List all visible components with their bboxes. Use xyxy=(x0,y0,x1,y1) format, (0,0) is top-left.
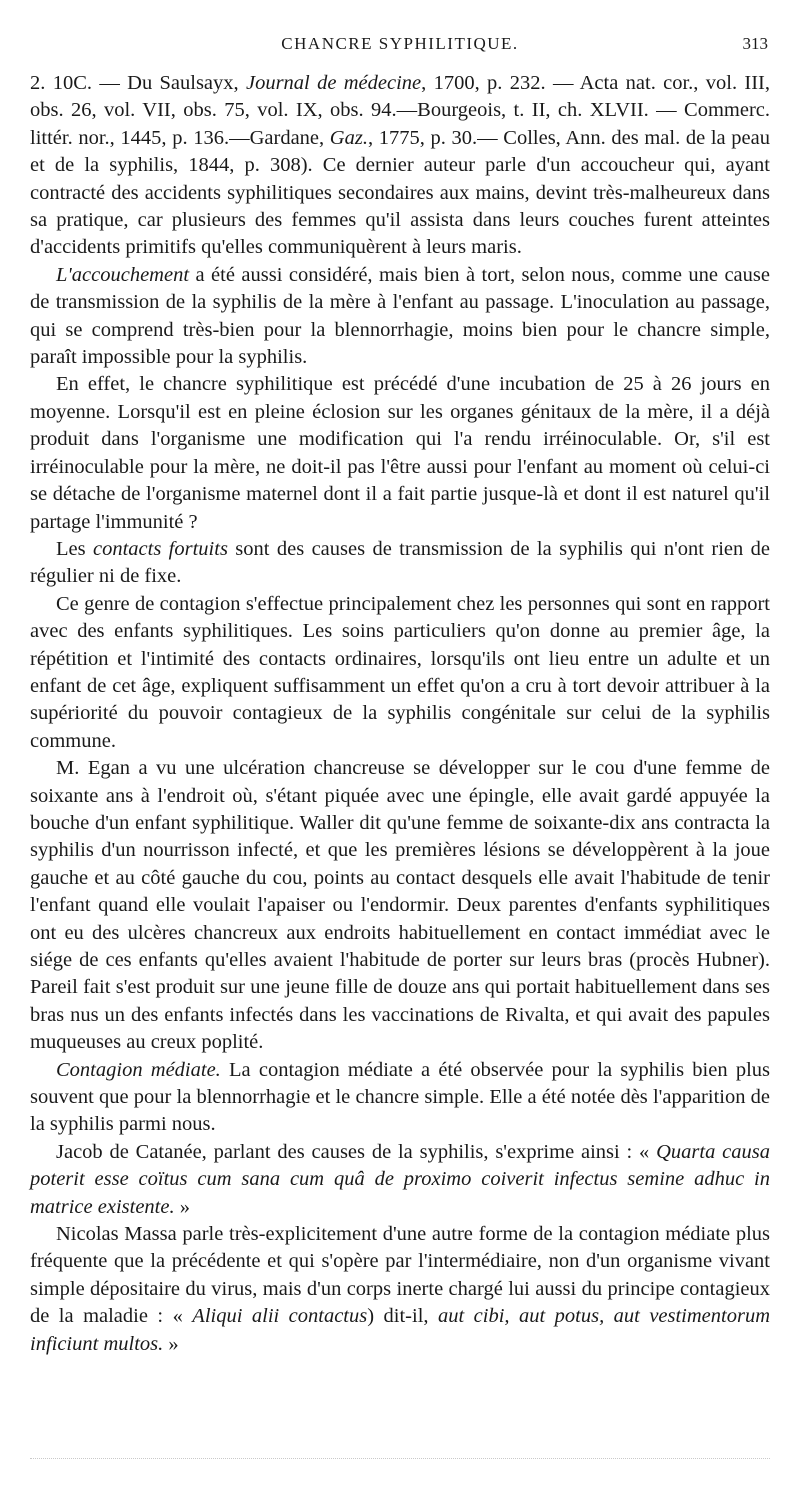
running-title: CHANCRE SYPHILITIQUE. xyxy=(281,34,519,53)
paragraph xyxy=(30,371,770,535)
text-run: a été aussi considéré, mais bien à tort, selon nous, comme une cause de transmission de la syphilis de la mère à l'enfant au passage. L'inoculation au passage, qui se comprend très-bien pour la blennorrhagie, moins bien pour le chancre simple, paraît impossible pour la syphilis. xyxy=(30,263,770,369)
italic-text-run: Journal de médecine xyxy=(245,72,422,94)
paragraph xyxy=(30,70,770,262)
paragraph xyxy=(30,755,770,1056)
page-header xyxy=(30,28,770,62)
italic-text-run: contacts fortuits xyxy=(92,537,228,560)
italic-text-run: L'accouchement xyxy=(56,263,190,286)
text-run: , 1700, p. 232. — Acta nat. cor., vol. III, obs. 26, vol. VII, obs. 75, vol. IX, obs. 94.—Bourgeois, t. II, ch. XLVII. — Commerc. littér. nor., 1445, p. 136.—Gardane, xyxy=(30,72,770,149)
paragraph xyxy=(30,1221,770,1358)
page-number: 313 xyxy=(742,34,768,53)
italic-text-run: Aliqui alii contactus xyxy=(192,1305,368,1328)
paragraph xyxy=(30,1139,770,1221)
paragraph xyxy=(30,536,770,591)
text-run: En effet, le chancre syphilitique est précédé d'une incubation de 25 à 26 jours en moyenne. Lorsqu'il est en pleine éclosion sur les organes génitaux de la mère, il a déjà produit dans l'organisme une modification qui l'a rendu irréinoculable. Or, s'il est irréinoculable pour la mère, ne doit-il pas l'être aussi pour l'enfant au moment où celui-ci se détache de l'organisme maternel dont il a fait partie jusque-là et dont il est naturel qu'il partage l'immunité ? xyxy=(30,373,770,533)
italic-text-run: Gaz. xyxy=(329,126,368,149)
text-run: » xyxy=(163,1332,179,1355)
book-page xyxy=(30,28,770,1358)
paragraph xyxy=(30,1057,770,1139)
text-run: M. Egan a vu une ulcération chancreuse se développer sur le cou d'une femme de soixante ans à l'endroit où, s'étant piquée avec une épingle, elle avait gardé appuyée la bouche d'un enfant syphilitique. Waller dit qu'une femme de soixante-dix ans contracta la syphilis d'un nourrisson infecté, et que les premières lésions se développèrent à la joue gauche et au côté gauche du cou, points au contact desquels elle avait l'habitude de tenir l'enfant quand elle voulait l'apaiser ou l'endormir. Deux parentes d'enfants syphilitiques ont eu des ulcères chancreux aux endroits habituellement en contact immédiat avec le siége de ces enfants qu'elles avaient l'habitude de porter sur leurs bras (procès Hubner). Pareil fait s'est produit sur une jeune fille de douze ans qui portait habituellement dans ses bras nus un des enfants infectés dans les vaccinations de Rivalta, et qui avait des papules muqueuses au creux poplité. xyxy=(30,757,770,1054)
text-run: ) dit-il, xyxy=(367,1305,438,1328)
text-run: , 1775, p. 30.— Colles, Ann. des mal. de la peau et de la syphilis, 1844, p. 308). Ce dernier auteur parle d'un accoucheur qui, ayant contracté des accidents syphilitiques secondaires aux mains, devint très-malheureux dans sa pratique, car plusieurs des femmes qu'il assista dans leurs couches furent atteintes d'accidents primitifs qu'elles communiquèrent à leurs maris. xyxy=(30,126,770,259)
text-run: 2. 10C. — Du Saulsayx, xyxy=(30,72,246,94)
text-run: » xyxy=(174,1195,190,1218)
text-run: Ce genre de contagion s'effectue principalement chez les personnes qui sont en rapport avec des enfants syphilitiques. Les soins particuliers qu'on donne au premier âge, la répétition et l'intimité des contacts ordinaires, lorsqu'ils ont lieu entre un adulte et un enfant de cet âge, expliquent suffisamment un effet qu'on a cru à tort devoir attribuer à la supériorité du pouvoir contagieux de la syphilis congénitale sur celui de la syphilis commune. xyxy=(30,592,770,752)
italic-text-run: aut cibi, aut potus, aut vestimentorum inficiunt multos. xyxy=(30,1305,771,1355)
text-run: Jacob de Catanée, parlant des causes de la syphilis, s'exprime ainsi : « xyxy=(56,1140,657,1163)
paragraph xyxy=(30,591,770,755)
italic-text-run: Contagion médiate. xyxy=(56,1058,221,1081)
text-run: La contagion médiate a été observée pour la syphilis bien plus souvent que pour la blennorrhagie et le chancre simple. Elle a été notée dès l'apparition de la syphilis parmi nous. xyxy=(30,1058,770,1136)
text-run: Les xyxy=(56,537,93,560)
text-run: Nicolas Massa parle très-explicitement d'une autre forme de la contagion médiate plus fréquente que la précédente et qui s'opère par l'intermédiaire, non d'un organisme vivant simple dépositaire du virus, mais d'un corps inerte chargé lui aussi du principe contagieux de la maladie : « xyxy=(30,1223,770,1328)
italic-text-run: Quarta causa poterit esse coïtus cum sana cum quâ de proximo coiverit infectus semine adhuc in matrice existente. xyxy=(30,1140,770,1218)
paragraph xyxy=(30,262,770,372)
bottom-rule xyxy=(30,1458,770,1459)
body-text xyxy=(30,70,770,1358)
text-run: sont des causes de transmission de la syphilis qui n'ont rien de régulier ni de fixe. xyxy=(30,537,770,588)
